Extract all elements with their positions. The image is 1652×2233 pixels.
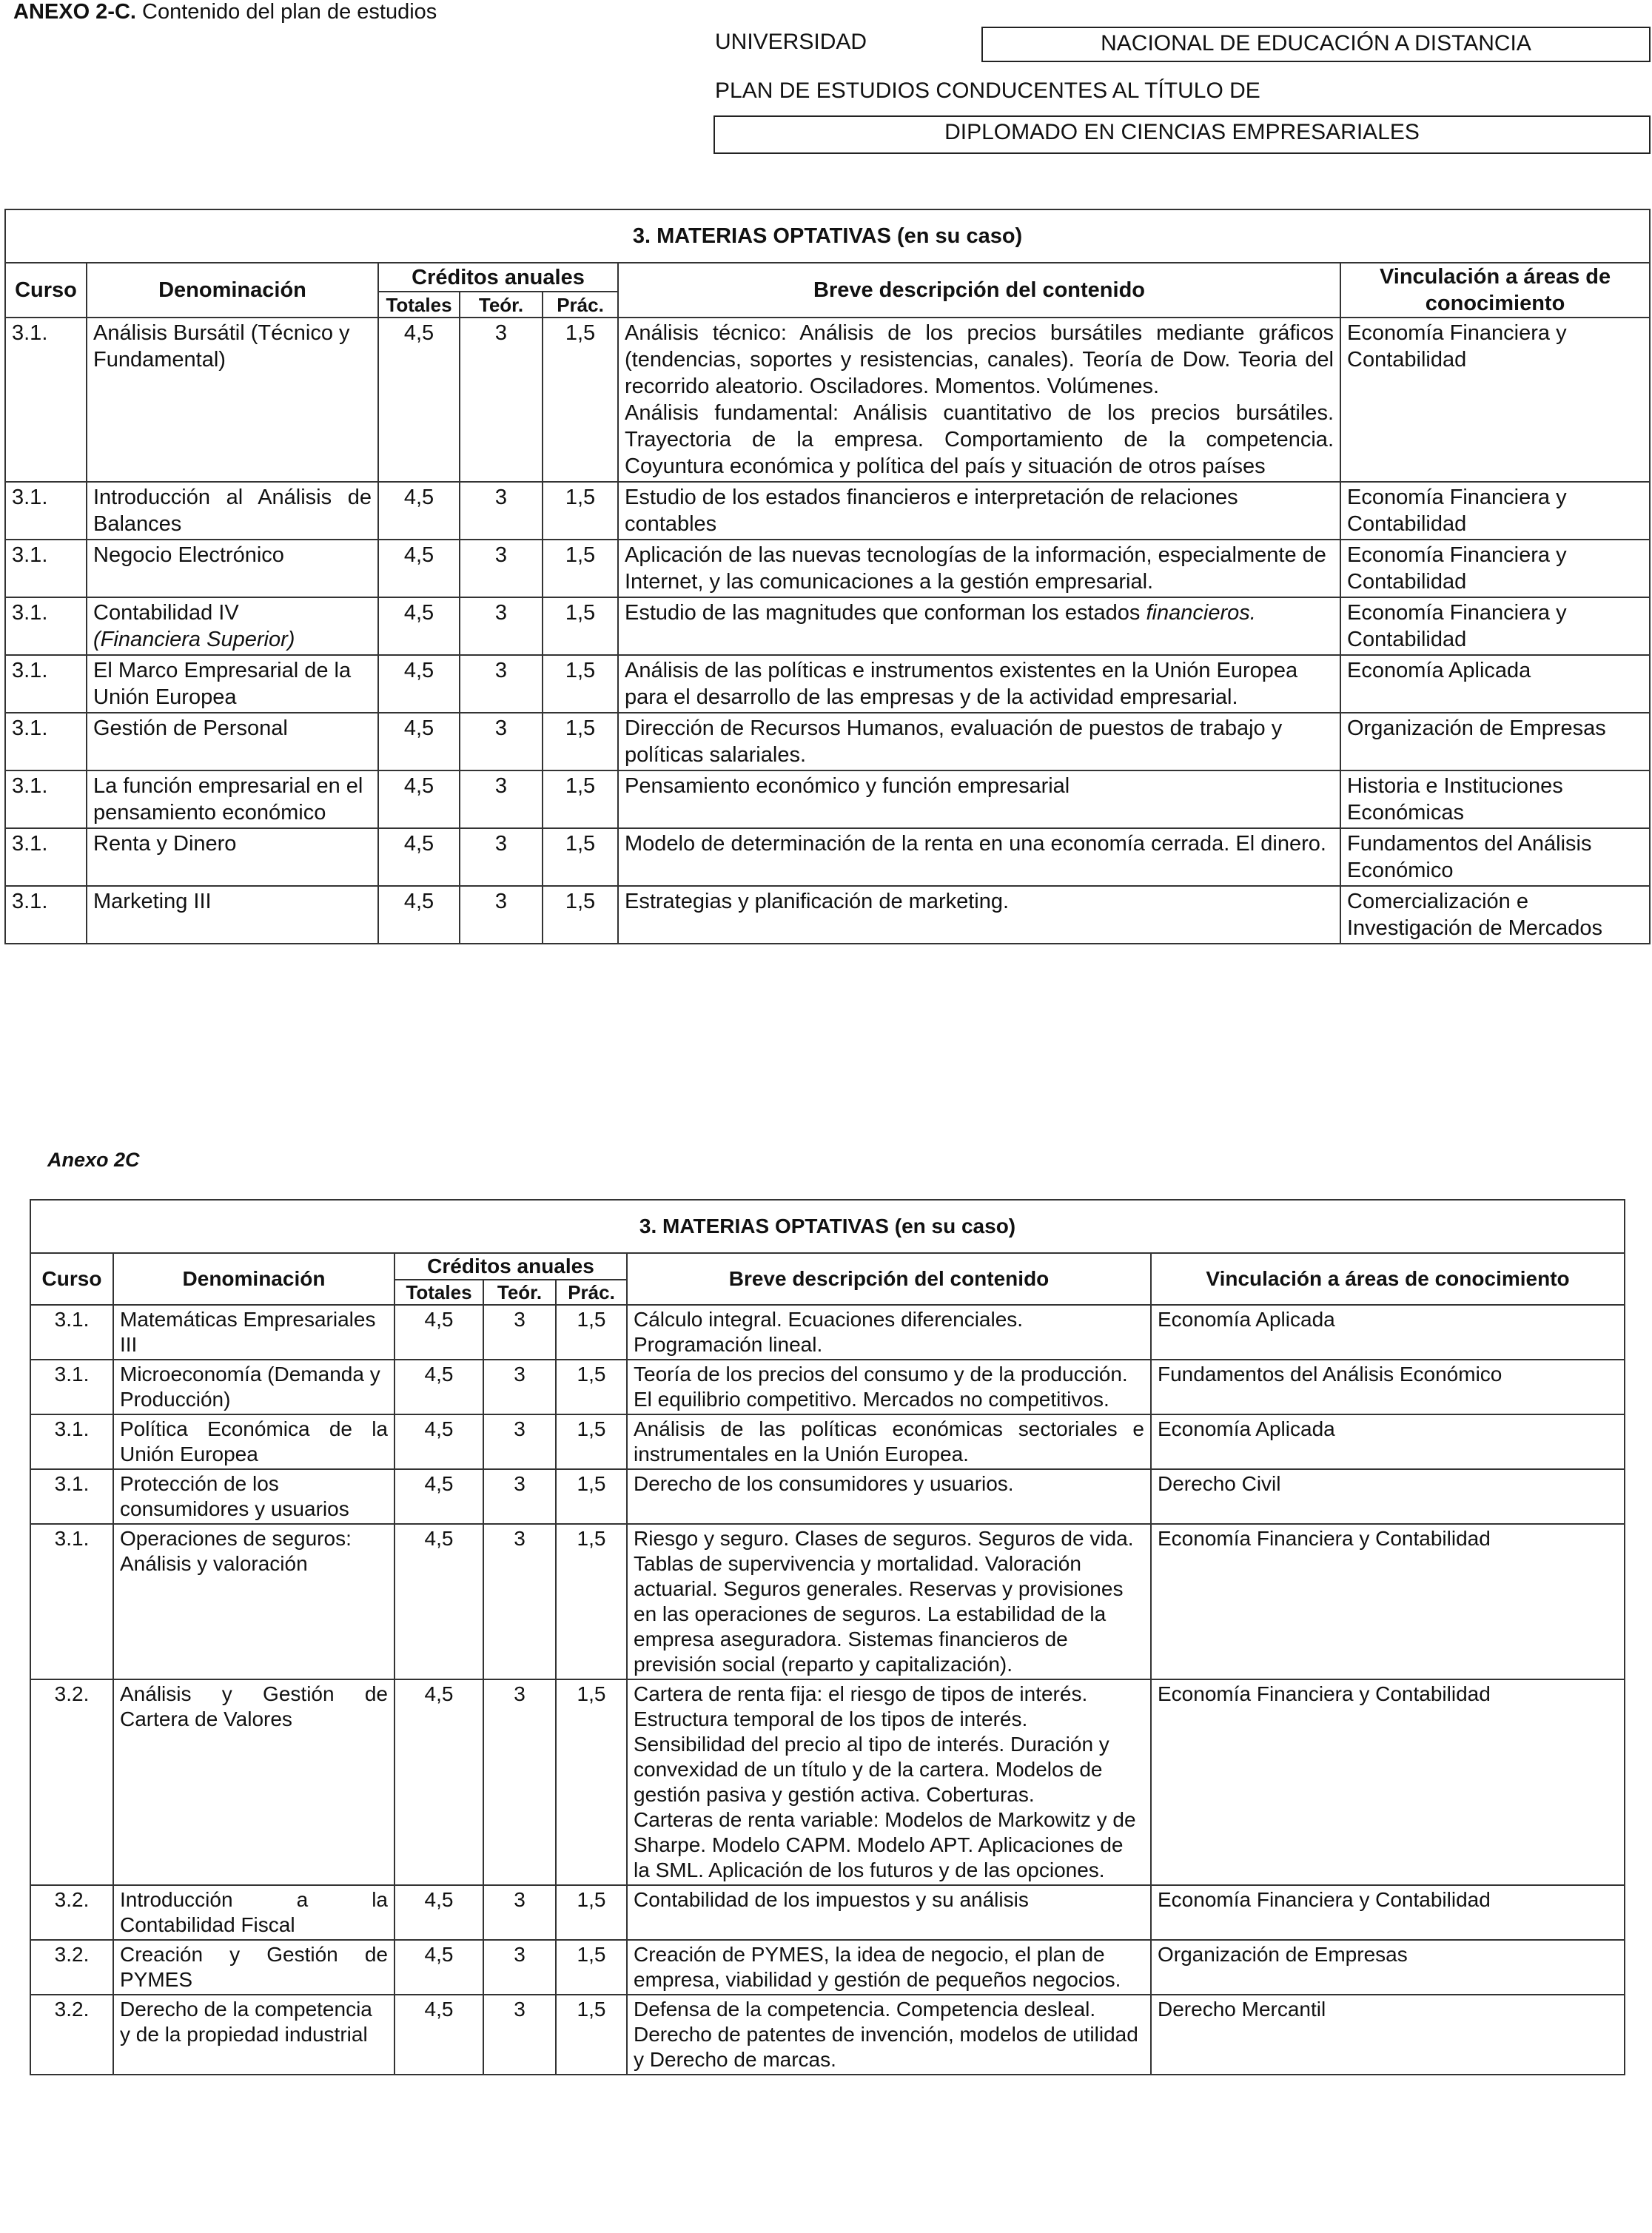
cell-vinculacion: Economía Aplicada xyxy=(1151,1305,1625,1360)
cell-denominacion: Introducción al Análisis de Balances xyxy=(87,482,378,540)
table-row xyxy=(5,540,1650,597)
cell-curso: 3.1. xyxy=(5,828,87,886)
col-denominacion: Denominación xyxy=(87,263,378,318)
cell-teor: 3 xyxy=(483,1414,556,1469)
cell-prac: 1,5 xyxy=(543,540,618,597)
cell-denominacion: Marketing III xyxy=(87,886,378,944)
table-title: 3. MATERIAS OPTATIVAS (en su caso) xyxy=(5,209,1650,263)
cell-teor: 3 xyxy=(483,1305,556,1360)
caption-prefix: ANEXO 2-C. xyxy=(13,0,136,24)
table-title-row xyxy=(30,1200,1625,1253)
cell-teor: 3 xyxy=(483,1995,556,2075)
cell-totales: 4,5 xyxy=(378,886,460,944)
cell-curso: 3.2. xyxy=(30,1679,113,1885)
cell-descripcion: Teoría de los precios del consumo y de la producción. El equilibrio competitivo. Mercados no competitivos. xyxy=(627,1360,1151,1414)
cell-vinculacion: Organización de Empresas xyxy=(1340,713,1650,770)
cell-teor: 3 xyxy=(483,1360,556,1414)
cell-curso: 3.1. xyxy=(5,482,87,540)
cell-totales: 4,5 xyxy=(394,1524,483,1679)
cell-descripcion: Aplicación de las nuevas tecnologías de la información, especialmente de Internet, y las comunicaciones a la gestión empresarial. xyxy=(618,540,1340,597)
optativas-table-2 xyxy=(30,1199,1625,2075)
plan-label: PLAN DE ESTUDIOS CONDUCENTES AL TÍTULO DE xyxy=(715,78,1260,103)
cell-descripcion: Cálculo integral. Ecuaciones diferenciales. Programación lineal. xyxy=(627,1305,1151,1360)
cell-curso: 3.1. xyxy=(5,655,87,713)
page-caption xyxy=(13,0,437,24)
cell-denominacion: Negocio Electrónico xyxy=(87,540,378,597)
cell-vinculacion: Fundamentos del Análisis Económico xyxy=(1151,1360,1625,1414)
cell-descripcion: Estrategias y planificación de marketing. xyxy=(618,886,1340,944)
cell-curso: 3.1. xyxy=(30,1524,113,1679)
cell-totales: 4,5 xyxy=(394,1940,483,1995)
table-row xyxy=(5,318,1650,482)
cell-descripcion: Creación de PYMES, la idea de negocio, el plan de empresa, viabilidad y gestión de pequeños negocios. xyxy=(627,1940,1151,1995)
cell-prac: 1,5 xyxy=(556,1360,627,1414)
cell-teor: 3 xyxy=(460,713,543,770)
cell-totales: 4,5 xyxy=(378,318,460,482)
cell-vinculacion: Economía Financiera y Contabilidad xyxy=(1340,540,1650,597)
cell-descripcion: Defensa de la competencia. Competencia desleal. Derecho de patentes de invención, modelos de utilidad y Derecho de marcas. xyxy=(627,1995,1151,2075)
cell-curso: 3.1. xyxy=(5,540,87,597)
cell-teor: 3 xyxy=(483,1524,556,1679)
cell-prac: 1,5 xyxy=(556,1305,627,1360)
col-creditos: Créditos anuales xyxy=(394,1253,627,1280)
table-row xyxy=(5,655,1650,713)
cell-descripcion: Contabilidad de los impuestos y su análisis xyxy=(627,1885,1151,1940)
col-denominacion: Denominación xyxy=(113,1253,394,1305)
cell-teor: 3 xyxy=(483,1469,556,1524)
cell-denominacion: Análisis y Gestión de Cartera de Valores xyxy=(113,1679,394,1885)
cell-vinculacion: Economía Aplicada xyxy=(1340,655,1650,713)
table-row xyxy=(30,1885,1625,1940)
cell-prac: 1,5 xyxy=(543,482,618,540)
col-curso: Curso xyxy=(5,263,87,318)
cell-totales: 4,5 xyxy=(378,770,460,828)
cell-descripcion: Riesgo y seguro. Clases de seguros. Seguros de vida. Tablas de supervivencia y mortalidad. Valoración actuarial. Seguros generales. Reservas y provisiones en las operaciones de seguros. La estabilidad de la empresa aseguradora. Sistemas financieros de previsión social (reparto y capitalización). xyxy=(627,1524,1151,1679)
col-prac: Prác. xyxy=(556,1280,627,1305)
cell-teor: 3 xyxy=(460,318,543,482)
col-curso: Curso xyxy=(30,1253,113,1305)
cell-denominacion: El Marco Empresarial de la Unión Europea xyxy=(87,655,378,713)
table-row xyxy=(30,1524,1625,1679)
cell-descripcion: Derecho de los consumidores y usuarios. xyxy=(627,1469,1151,1524)
cell-descripcion xyxy=(618,597,1340,655)
descripcion-main: Estudio de las magnitudes que conforman los estados xyxy=(625,601,1141,625)
cell-totales: 4,5 xyxy=(378,655,460,713)
cell-totales: 4,5 xyxy=(394,1305,483,1360)
cell-vinculacion: Economía Financiera y Contabilidad xyxy=(1340,597,1650,655)
cell-vinculacion: Derecho Mercantil xyxy=(1151,1995,1625,2075)
descripcion-part-2: Análisis fundamental: Análisis cuantitativo de los precios bursátiles. Trayectoria de la empresa. Comportamiento de la competencia. Coyuntura económica y política del país y situación de otros países xyxy=(625,401,1334,478)
cell-denominacion: Derecho de la competencia y de la propiedad industrial xyxy=(113,1995,394,2075)
table-title-row xyxy=(5,209,1650,263)
table-row xyxy=(30,1414,1625,1469)
cell-vinculacion: Organización de Empresas xyxy=(1151,1940,1625,1995)
denominacion-italic: (Financiera Superior) xyxy=(93,628,295,651)
cell-totales: 4,5 xyxy=(378,597,460,655)
cell-descripcion: Análisis de las políticas e instrumentos existentes en la Unión Europea para el desarrollo de las empresas y de la actividad empresarial. xyxy=(618,655,1340,713)
col-teor: Teór. xyxy=(460,292,543,318)
cell-descripcion xyxy=(618,318,1340,482)
col-totales: Totales xyxy=(394,1280,483,1305)
cell-vinculacion: Economía Financiera y Contabilidad xyxy=(1340,318,1650,482)
cell-vinculacion: Economía Financiera y Contabilidad xyxy=(1151,1679,1625,1885)
descripcion-part-1: Cartera de renta fija: el riesgo de tipos de interés. Estructura temporal de los tipos de interés. Sensibilidad del precio al tipo de interés. Duración y convexidad de un título y de la cartera. Modelos de gestión pasiva y gestión activa. Coberturas. xyxy=(634,1682,1109,1806)
cell-denominacion xyxy=(87,597,378,655)
degree-box: DIPLOMADO EN CIENCIAS EMPRESARIALES xyxy=(713,115,1651,154)
cell-curso: 3.2. xyxy=(30,1885,113,1940)
cell-curso: 3.1. xyxy=(5,886,87,944)
cell-curso: 3.2. xyxy=(30,1940,113,1995)
cell-totales: 4,5 xyxy=(394,1360,483,1414)
cell-prac: 1,5 xyxy=(556,1469,627,1524)
cell-totales: 4,5 xyxy=(394,1885,483,1940)
cell-teor: 3 xyxy=(483,1885,556,1940)
cell-vinculacion: Historia e Instituciones Económicas xyxy=(1340,770,1650,828)
cell-denominacion: Introducción a la Contabilidad Fiscal xyxy=(113,1885,394,1940)
cell-prac: 1,5 xyxy=(543,770,618,828)
cell-vinculacion: Derecho Civil xyxy=(1151,1469,1625,1524)
cell-denominacion: Política Económica de la Unión Europea xyxy=(113,1414,394,1469)
cell-curso: 3.1. xyxy=(5,770,87,828)
university-name-box: NACIONAL DE EDUCACIÓN A DISTANCIA xyxy=(981,27,1651,62)
cell-descripcion: Estudio de los estados financieros e interpretación de relaciones contables xyxy=(618,482,1340,540)
cell-teor: 3 xyxy=(460,540,543,597)
table-row xyxy=(30,1679,1625,1885)
cell-teor: 3 xyxy=(460,482,543,540)
col-prac: Prác. xyxy=(543,292,618,318)
cell-curso: 3.1. xyxy=(30,1414,113,1469)
cell-descripcion: Dirección de Recursos Humanos, evaluación de puestos de trabajo y políticas salariales. xyxy=(618,713,1340,770)
cell-teor: 3 xyxy=(460,597,543,655)
cell-descripcion: Análisis de las políticas económicas sectoriales e instrumentales en la Unión Europea. xyxy=(627,1414,1151,1469)
cell-denominacion: La función empresarial en el pensamiento económico xyxy=(87,770,378,828)
cell-descripcion xyxy=(627,1679,1151,1885)
cell-curso: 3.1. xyxy=(5,597,87,655)
table-title: 3. MATERIAS OPTATIVAS (en su caso) xyxy=(30,1200,1625,1253)
cell-curso: 3.2. xyxy=(30,1995,113,2075)
cell-vinculacion: Comercialización e Investigación de Mercados xyxy=(1340,886,1650,944)
table-row xyxy=(5,770,1650,828)
cell-curso: 3.1. xyxy=(30,1305,113,1360)
table-row xyxy=(5,597,1650,655)
cell-denominacion: Microeconomía (Demanda y Producción) xyxy=(113,1360,394,1414)
cell-prac: 1,5 xyxy=(543,597,618,655)
cell-denominacion: Gestión de Personal xyxy=(87,713,378,770)
cell-denominacion: Operaciones de seguros: Análisis y valoración xyxy=(113,1524,394,1679)
cell-curso: 3.1. xyxy=(30,1360,113,1414)
cell-denominacion: Creación y Gestión de PYMES xyxy=(113,1940,394,1995)
table-row xyxy=(30,1360,1625,1414)
table-row xyxy=(5,828,1650,886)
cell-prac: 1,5 xyxy=(556,1995,627,2075)
anexo-2c-label: Anexo 2C xyxy=(47,1149,140,1171)
col-creditos: Créditos anuales xyxy=(378,263,618,292)
table-row xyxy=(30,1305,1625,1360)
cell-curso: 3.1. xyxy=(5,713,87,770)
cell-vinculacion: Fundamentos del Análisis Económico xyxy=(1340,828,1650,886)
col-descripcion: Breve descripción del contenido xyxy=(618,263,1340,318)
cell-vinculacion: Economía Financiera y Contabilidad xyxy=(1340,482,1650,540)
optativas-table-1 xyxy=(4,209,1651,944)
table-row xyxy=(5,886,1650,944)
cell-vinculacion: Economía Financiera y Contabilidad xyxy=(1151,1885,1625,1940)
denominacion-main: Contabilidad IV xyxy=(93,601,239,625)
descripcion-part-1: Análisis técnico: Análisis de los precios bursátiles mediante gráficos (tendencias, soportes y resistencias, canales). Teoría de Dow. Teoria del recorrido aleatorio. Osciladores. Momentos. Volúmenes. xyxy=(625,321,1334,398)
table-row xyxy=(30,1995,1625,2075)
cell-teor: 3 xyxy=(483,1679,556,1885)
table-row xyxy=(5,482,1650,540)
descripcion-part-2: Carteras de renta variable: Modelos de Markowitz y de Sharpe. Modelo CAPM. Modelo APT. Aplicaciones de la SML. Aplicación de los futuros y de las opciones. xyxy=(634,1808,1136,1881)
cell-vinculacion: Economía Financiera y Contabilidad xyxy=(1151,1524,1625,1679)
cell-totales: 4,5 xyxy=(394,1995,483,2075)
cell-teor: 3 xyxy=(460,655,543,713)
cell-teor: 3 xyxy=(460,828,543,886)
cell-prac: 1,5 xyxy=(543,828,618,886)
cell-descripcion: Modelo de determinación de la renta en una economía cerrada. El dinero. xyxy=(618,828,1340,886)
cell-prac: 1,5 xyxy=(543,713,618,770)
cell-denominacion: Análisis Bursátil (Técnico y Fundamental) xyxy=(87,318,378,482)
cell-curso: 3.1. xyxy=(5,318,87,482)
caption-text: Contenido del plan de estudios xyxy=(142,0,437,24)
cell-prac: 1,5 xyxy=(543,318,618,482)
cell-curso: 3.1. xyxy=(30,1469,113,1524)
cell-totales: 4,5 xyxy=(394,1414,483,1469)
cell-totales: 4,5 xyxy=(394,1469,483,1524)
cell-prac: 1,5 xyxy=(556,1679,627,1885)
table-header-row xyxy=(30,1253,1625,1280)
table-row xyxy=(30,1940,1625,1995)
cell-denominacion: Protección de los consumidores y usuarios xyxy=(113,1469,394,1524)
cell-denominacion: Renta y Dinero xyxy=(87,828,378,886)
cell-vinculacion: Economía Aplicada xyxy=(1151,1414,1625,1469)
table-row xyxy=(30,1469,1625,1524)
cell-teor: 3 xyxy=(460,770,543,828)
cell-prac: 1,5 xyxy=(556,1524,627,1679)
cell-totales: 4,5 xyxy=(378,540,460,597)
cell-denominacion: Matemáticas Empresariales III xyxy=(113,1305,394,1360)
col-totales: Totales xyxy=(378,292,460,318)
cell-totales: 4,5 xyxy=(378,828,460,886)
col-teor: Teór. xyxy=(483,1280,556,1305)
cell-prac: 1,5 xyxy=(543,886,618,944)
descripcion-italic: financieros. xyxy=(1146,601,1256,625)
cell-teor: 3 xyxy=(460,886,543,944)
cell-totales: 4,5 xyxy=(378,713,460,770)
col-vinculacion: Vinculación a áreas de conocimiento xyxy=(1340,263,1650,318)
university-label: UNIVERSIDAD xyxy=(715,30,867,54)
cell-prac: 1,5 xyxy=(556,1414,627,1469)
col-descripcion: Breve descripción del contenido xyxy=(627,1253,1151,1305)
cell-prac: 1,5 xyxy=(556,1940,627,1995)
cell-totales: 4,5 xyxy=(394,1679,483,1885)
cell-descripcion: Pensamiento económico y función empresarial xyxy=(618,770,1340,828)
table-header-row xyxy=(5,263,1650,292)
cell-prac: 1,5 xyxy=(556,1885,627,1940)
col-vinculacion: Vinculación a áreas de conocimiento xyxy=(1151,1253,1625,1305)
table-row xyxy=(5,713,1650,770)
cell-prac: 1,5 xyxy=(543,655,618,713)
cell-totales: 4,5 xyxy=(378,482,460,540)
cell-teor: 3 xyxy=(483,1940,556,1995)
